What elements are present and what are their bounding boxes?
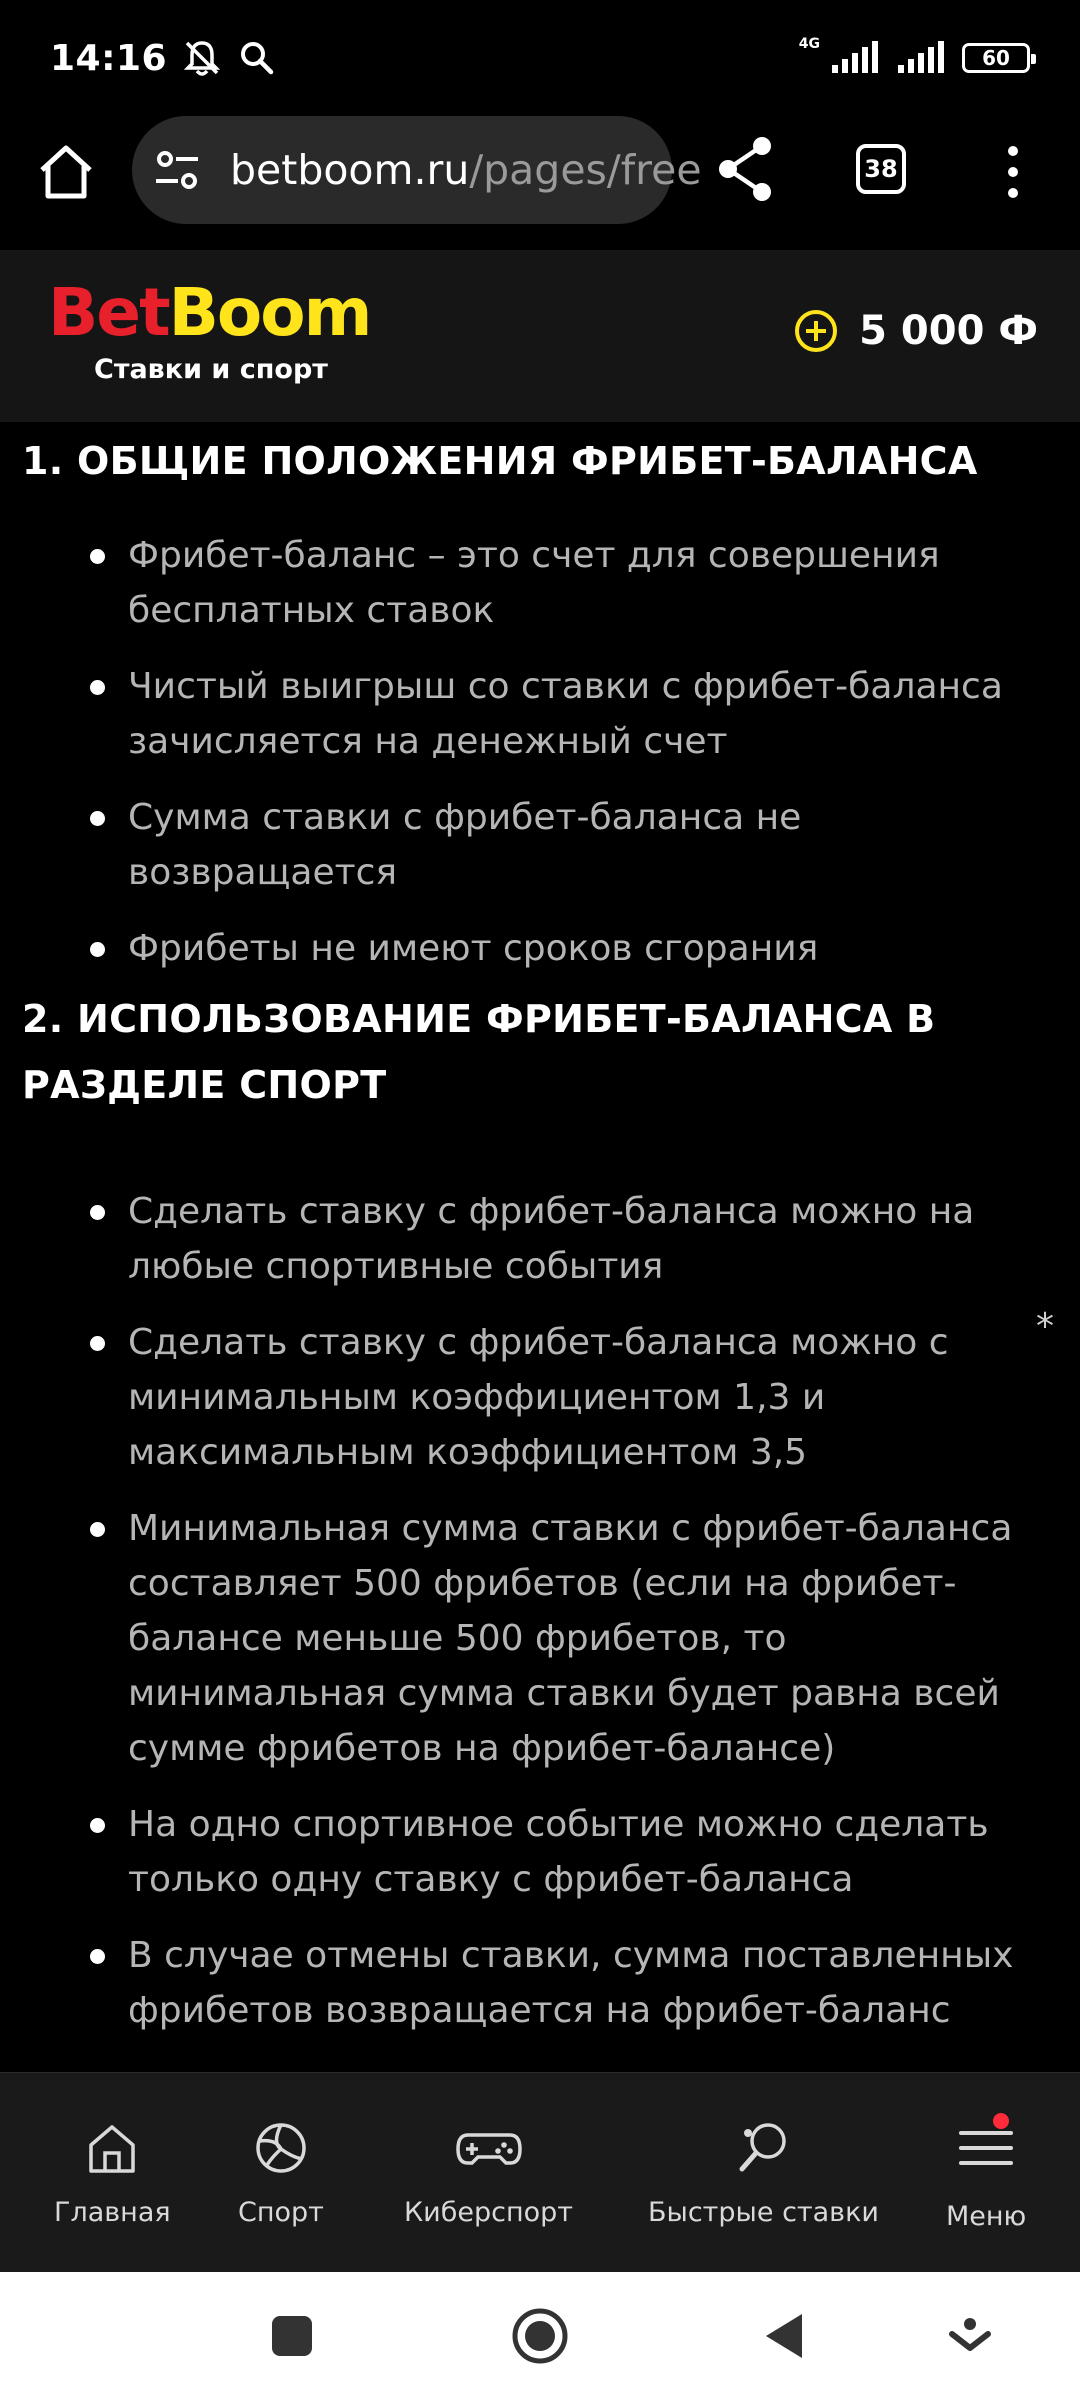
browser-toolbar: [0, 116, 1080, 250]
nav-fast-bets-label: Быстрые ставки: [648, 2197, 879, 2228]
bell-off-icon: [181, 37, 223, 79]
tabs-button[interactable]: [856, 144, 906, 194]
list-item: Фрибеты не имеют сроков сгорания: [0, 921, 1080, 976]
signal-icon: [830, 41, 878, 75]
home-icon: [83, 2119, 141, 2177]
balance-widget[interactable]: [793, 308, 1038, 354]
recents-button-icon[interactable]: [270, 2314, 314, 2358]
share-icon[interactable]: [716, 134, 776, 204]
network-type: 4G: [798, 36, 820, 52]
nav-sport[interactable]: [238, 2119, 324, 2228]
balance-amount: 5 000 Ф: [859, 308, 1038, 354]
signal-icon-2: [896, 41, 944, 75]
back-button-icon[interactable]: [762, 2310, 806, 2362]
home-button-icon[interactable]: [510, 2306, 570, 2366]
url-text[interactable]: [230, 146, 702, 194]
nav-home-label: Главная: [54, 2197, 171, 2228]
system-navigation-bar: [0, 2272, 1080, 2400]
section-1-list: [0, 528, 1080, 976]
url-host: betboom.ru: [230, 146, 470, 194]
betboom-logo[interactable]: [48, 274, 371, 385]
nav-menu-label: Меню: [946, 2201, 1027, 2232]
home-icon[interactable]: [34, 140, 98, 204]
nav-sport-label: Спорт: [238, 2197, 324, 2228]
assistant-button-icon[interactable]: [948, 2314, 992, 2358]
gamepad-icon: [454, 2119, 524, 2177]
site-header: [0, 250, 1080, 422]
list-item: Фрибет-баланс – это счет для совершения бесплатных ставок: [0, 528, 1080, 638]
logo-boom: Boom: [168, 274, 371, 351]
site-settings-icon[interactable]: [152, 145, 202, 195]
list-item: В случае отмены ставки, сумма поставленных фрибетов возвращается на фрибет-баланс: [0, 1928, 1080, 2038]
list-item: Чистый выигрыш со ставки с фрибет-баланса зачисляется на денежный счет: [0, 659, 1080, 769]
list-item: Минимальная сумма ставки с фрибет-баланса составляет 500 фрибетов (если на фрибет-балансе меньше 500 фрибетов, то минимальная сумма ставки будет равна всей сумме фрибетов на фрибет-балансе): [0, 1501, 1080, 1776]
section-title-1: 1. ОБЩИЕ ПОЛОЖЕНИЯ ФРИБЕТ-БАЛАНСА: [22, 439, 978, 483]
status-bar: [0, 0, 1080, 116]
add-circle-icon[interactable]: [793, 308, 839, 354]
ping-pong-icon: [734, 2119, 792, 2177]
nav-esport-label: Киберспорт: [404, 2197, 574, 2228]
status-time: 14:16: [50, 37, 168, 79]
list-item: Сумма ставки с фрибет-баланса не возвращается: [0, 790, 1080, 900]
nav-home[interactable]: [54, 2119, 171, 2228]
tab-count: 38: [864, 155, 898, 183]
url-bar[interactable]: [132, 116, 702, 224]
list-item: Сделать ставку с фрибет-баланса можно на любые спортивные события: [0, 1184, 1080, 1294]
volleyball-icon: [252, 2119, 310, 2177]
battery-icon: [962, 43, 1030, 73]
bottom-navigation: [0, 2072, 1080, 2272]
nav-esport[interactable]: [404, 2119, 573, 2228]
url-path: /pages/free: [469, 146, 702, 194]
list-item: Сделать ставку с фрибет-баланса можно с минимальным коэффициентом 1,3 и максимальным коэффициентом 3,5: [0, 1315, 1080, 1480]
more-vert-icon[interactable]: [998, 142, 1028, 202]
nav-fast-bets[interactable]: [648, 2119, 879, 2228]
section-2-list: [0, 1184, 1080, 2038]
logo-subtitle: Ставки и спорт: [94, 354, 328, 385]
search-icon: [237, 38, 277, 78]
menu-icon: [957, 2119, 1015, 2177]
rules-content: [0, 422, 1080, 2072]
list-item: На одно спортивное событие можно сделать только одну ставку с фрибет-баланса: [0, 1797, 1080, 1907]
section-title-2: 2. ИСПОЛЬЗОВАНИЕ ФРИБЕТ-БАЛАНСА В РАЗДЕЛЕ СПОРТ: [22, 997, 936, 1107]
logo-bet: Bet: [48, 274, 169, 351]
footnote-asterisk: *: [1036, 1306, 1054, 1347]
nav-menu[interactable]: [946, 2119, 1026, 2232]
battery-level: 60: [982, 46, 1010, 70]
